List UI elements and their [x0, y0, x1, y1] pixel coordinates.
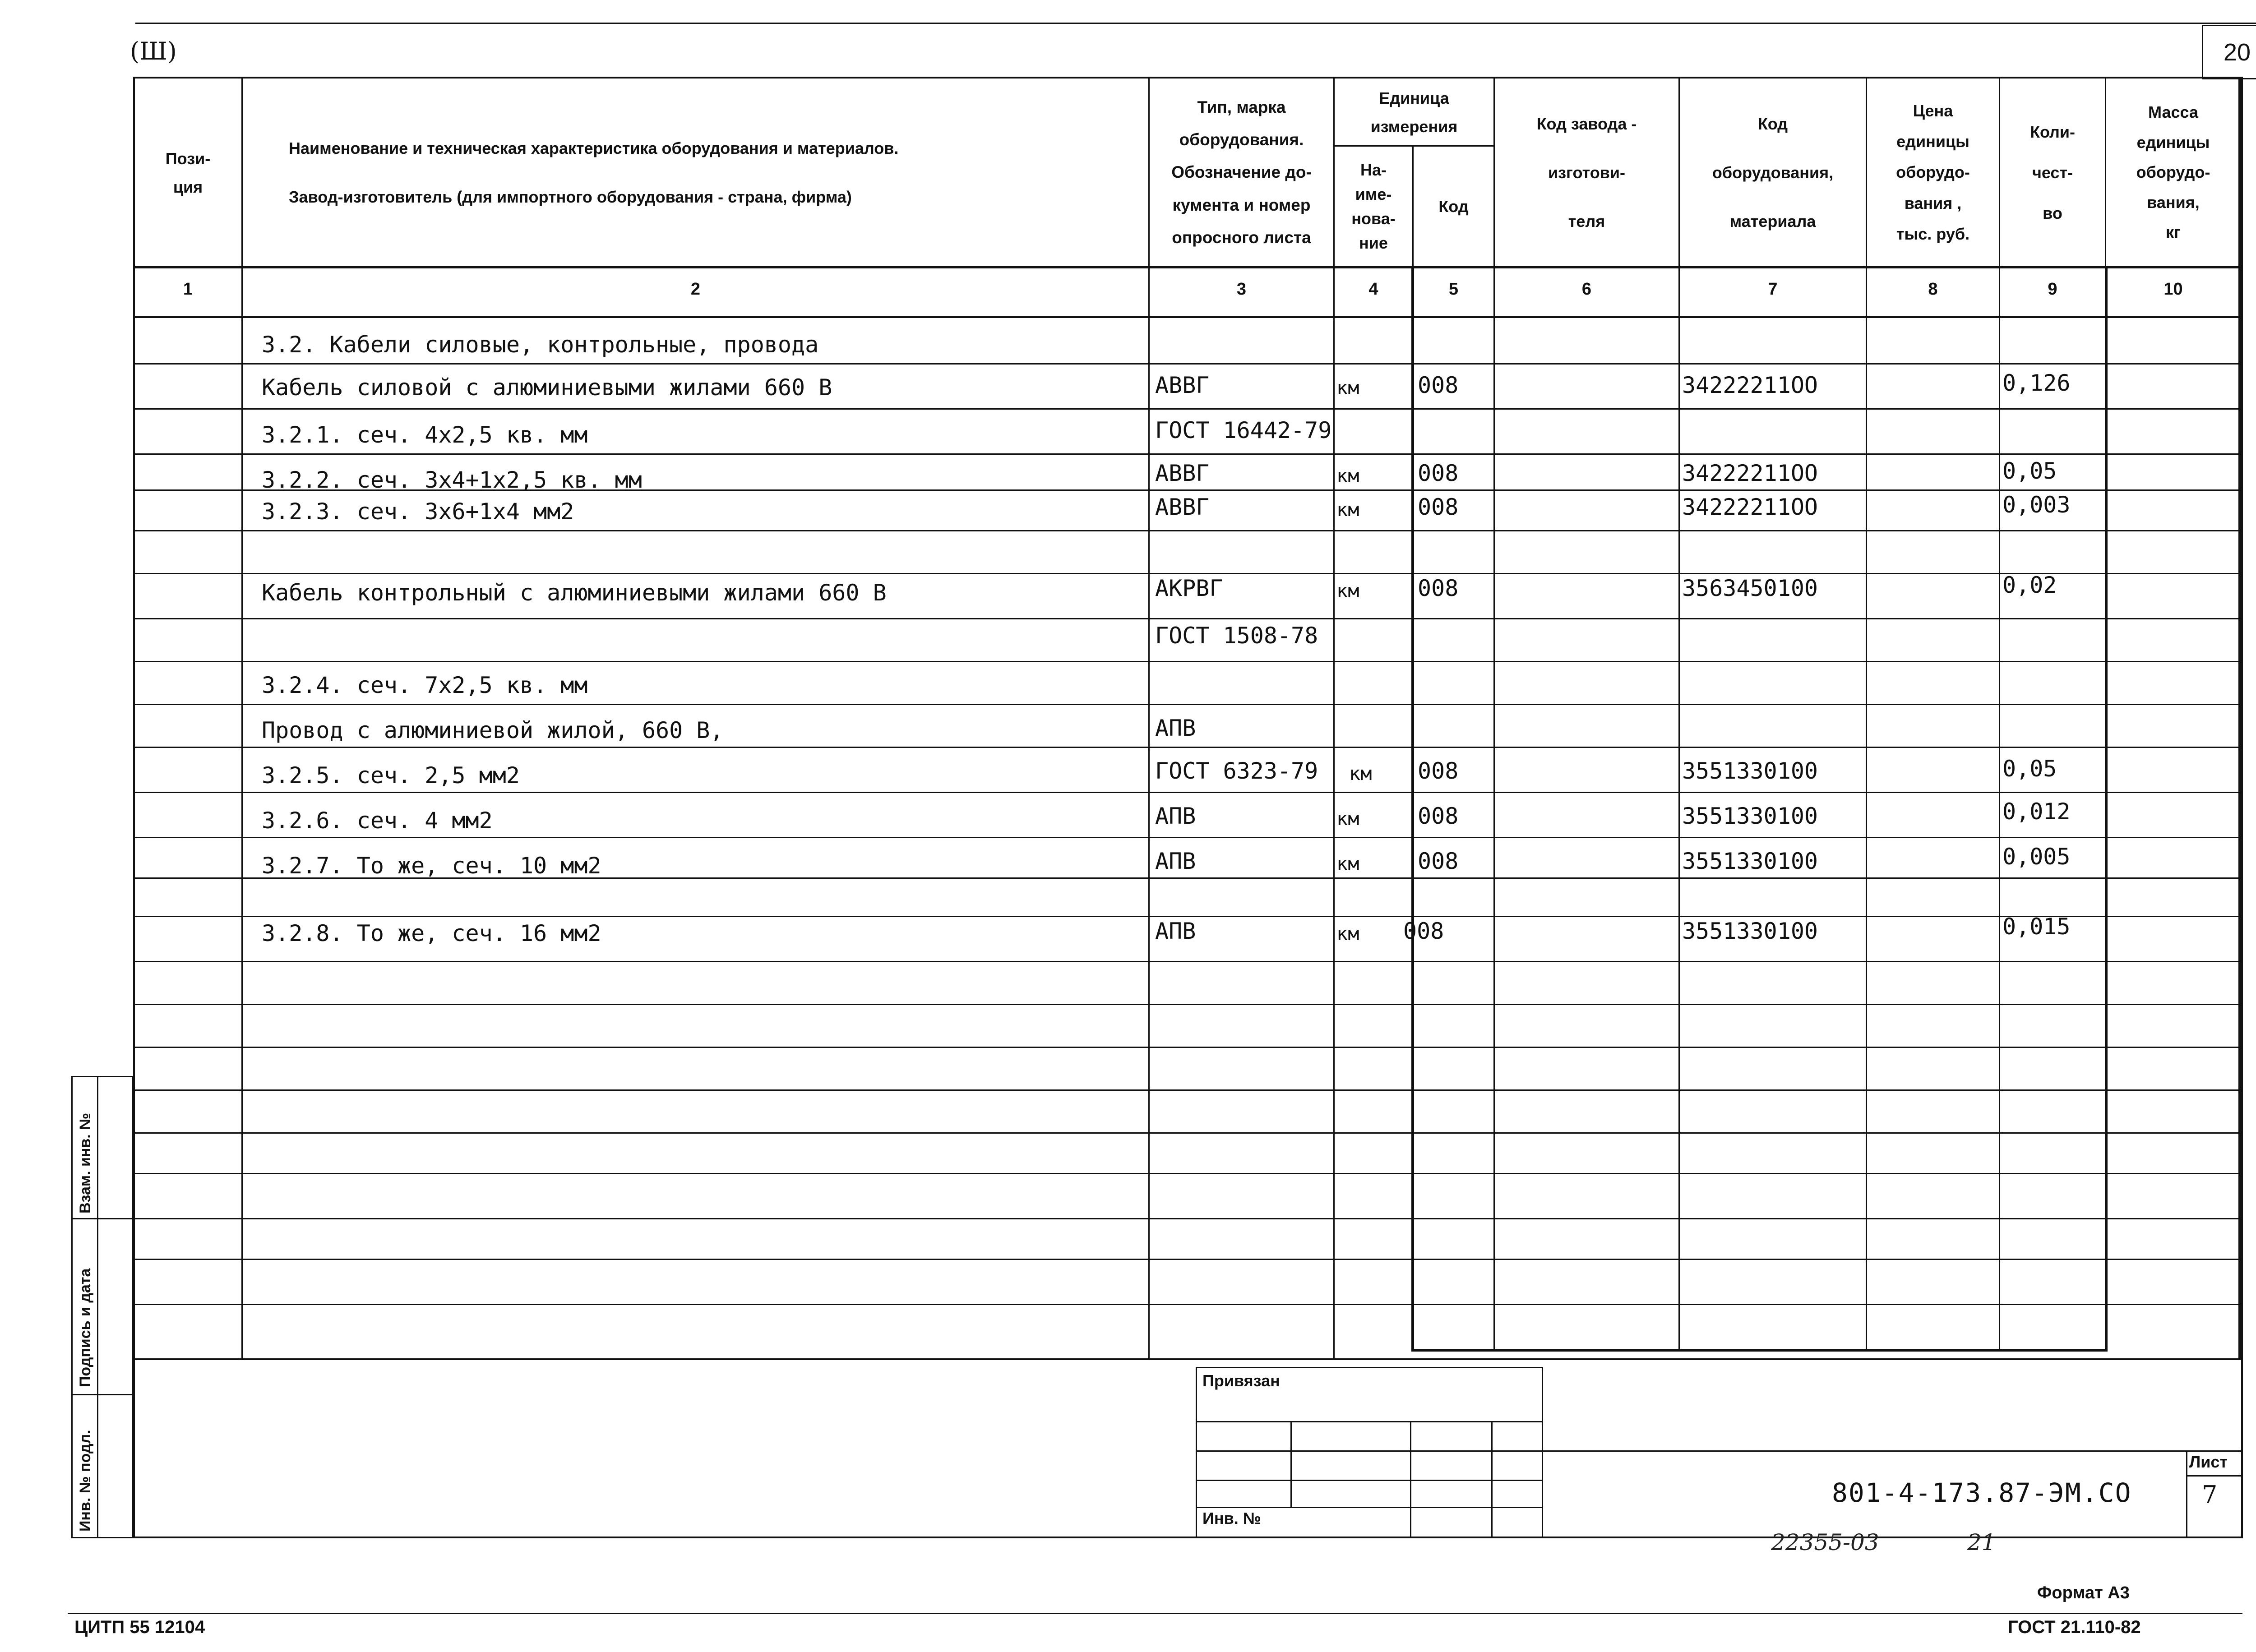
row-5-type: АВВГ [1155, 494, 1210, 520]
row-line [133, 453, 2240, 455]
row-5-unit: км [1336, 498, 1359, 521]
row-10-qty: 0,05 [2002, 756, 2057, 782]
row-5-qty: 0,003 [2002, 492, 2071, 518]
header-unit-group: Единица измерения [1370, 88, 1458, 136]
row-line [133, 1259, 2240, 1260]
row-11-qty: 0,012 [2002, 798, 2071, 825]
row-13-qty: 0,015 [2002, 914, 2071, 940]
row-13-material-code: 3551330100 [1682, 918, 1818, 944]
header-name: Наименование и техническая характеристика оборудования и материалов. Завод-изготовитель (для импортного оборудования - страна, фирма) [289, 138, 899, 206]
row-line [133, 1173, 2240, 1174]
colnum-4: 4 [1368, 280, 1378, 299]
side-label-podpis: Подпись и дата [77, 1268, 94, 1387]
privyazan-label: Привязан [1202, 1371, 1280, 1390]
row-line [133, 661, 2240, 662]
row-11-type: АПВ [1155, 803, 1196, 829]
list-label: Лист [2189, 1453, 2228, 1471]
row-4-type: АВВГ [1155, 460, 1210, 486]
document-code: 801-4-173.87-ЭМ.СО [1832, 1477, 2132, 1508]
row-12-type: АПВ [1155, 848, 1196, 874]
bottom-stamp-frame [133, 1349, 2243, 1538]
row-2-unit: км [1336, 377, 1359, 399]
col-line-8 [1999, 77, 2000, 1351]
row-10-material-code: 3551330100 [1682, 758, 1818, 784]
colnum-3: 3 [1236, 280, 1247, 299]
format-label: Формат А3 [2037, 1583, 2130, 1602]
header-quantity: Коли- чест- во [2029, 122, 2076, 222]
row-6-material-code: 3563450100 [1682, 575, 1818, 601]
header-type: Тип, марка оборудования. Обозначение до- кумента и номер опросного листа [1171, 98, 1312, 247]
inv-label: Инв. № [1202, 1509, 1261, 1527]
row-4-name: 3.2.2. сеч. 3х4+1х2,5 кв. мм [262, 467, 642, 493]
side-label-vzam: Взам. инв. № [77, 1112, 94, 1214]
handwritten-sheet: 21 [1967, 1529, 1996, 1555]
footer-line [68, 1613, 2242, 1614]
row-6-type: АКРВГ [1155, 575, 1223, 601]
row-7-type: ГОСТ 1508-78 [1155, 623, 1318, 649]
colnum-1: 1 [183, 280, 193, 299]
row-line [133, 1089, 2240, 1091]
colnum-5: 5 [1448, 280, 1459, 299]
right-frame-extension [2240, 77, 2243, 1360]
row-10-code: 008 [1418, 758, 1459, 784]
col-line-4-bold [1411, 266, 1414, 1351]
header-unit-name: На- име- нова- ние [1351, 160, 1396, 252]
row-line [133, 408, 2240, 410]
row-line [133, 1132, 2240, 1134]
tsitp-label: ЦИТП 55 12104 [74, 1617, 205, 1637]
row-line [133, 618, 2240, 619]
header-factory-code: Код завода - изготови- теля [1536, 114, 1637, 231]
list-box-inner-line [2186, 1475, 2242, 1477]
row-6-unit: км [1336, 580, 1359, 602]
row-11-material-code: 3551330100 [1682, 803, 1818, 829]
colnum-7: 7 [1768, 280, 1778, 299]
row-4-unit: км [1336, 465, 1359, 487]
row-2-type: АВВГ [1155, 372, 1210, 398]
col-line-2 [1148, 77, 1150, 1360]
colnum-9: 9 [2048, 280, 2057, 299]
row-line [133, 704, 2240, 705]
row-2-name: Кабель силовой с алюминиевыми жилами 660 В [262, 374, 832, 401]
row-4-material-code: 34222211ОО [1682, 460, 1818, 486]
row-9-type: АПВ [1155, 715, 1196, 741]
header-unit-code: Код [1438, 197, 1469, 216]
list-number: 7 [2202, 1481, 2218, 1509]
col-line-6 [1678, 77, 1680, 1351]
side-label-inv-podl: Инв. № подл. [77, 1430, 94, 1532]
stamp-vline-3 [1491, 1421, 1493, 1538]
col-line-1 [241, 77, 243, 1360]
header-price: Цена единицы оборудо- вания , тыс. руб. [1896, 101, 1970, 244]
top-sheet-number: 20 [2202, 25, 2256, 79]
side-margin-divider [97, 1076, 98, 1538]
col-line-5 [1493, 77, 1495, 1351]
handwritten-number: 22355-03 [1771, 1529, 1879, 1555]
row-4-qty: 0,05 [2002, 458, 2057, 484]
row-12-name: 3.2.7. То же, сеч. 10 мм2 [262, 853, 601, 879]
row-line [133, 573, 2240, 574]
row-1-name: 3.2. Кабели силовые, контрольные, провода [262, 332, 819, 358]
side-margin-line-1 [71, 1218, 133, 1219]
row-6-qty: 0,02 [2002, 572, 2057, 598]
header-position: Пози- ция [165, 149, 211, 196]
row-line [133, 1004, 2240, 1005]
row-line [133, 792, 2240, 793]
row-5-material-code: 34222211ОО [1682, 494, 1818, 520]
colnum-10: 10 [2164, 280, 2183, 299]
row-11-unit: км [1336, 808, 1359, 830]
row-line [133, 747, 2240, 748]
list-box-line [2186, 1450, 2187, 1538]
row-12-material-code: 3551330100 [1682, 848, 1818, 874]
col-line-9-bold [2105, 266, 2108, 1351]
row-10-unit: км [1349, 762, 1372, 784]
row-line [133, 837, 2240, 838]
row-13-unit: км [1336, 923, 1359, 945]
row-10-type: ГОСТ 6323-79 [1155, 758, 1318, 784]
header-bottom-line [133, 266, 2240, 268]
row-5-code: 008 [1418, 494, 1459, 520]
header-mass: Масса единицы оборудо- вания, кг [2136, 103, 2210, 242]
stamp-vline-2 [1410, 1421, 1411, 1538]
col-line-7 [1866, 77, 1867, 1351]
top-frame-line [135, 23, 2256, 24]
colnum-6: 6 [1581, 280, 1592, 299]
row-2-code: 008 [1418, 372, 1459, 398]
side-margin-line-2 [71, 1394, 133, 1395]
row-6-code: 008 [1418, 575, 1459, 601]
row-13-type: АПВ [1155, 918, 1196, 944]
row-8-name: 3.2.4. сеч. 7х2,5 кв. мм [262, 672, 588, 698]
row-4-code: 008 [1418, 460, 1459, 486]
row-line [133, 363, 2240, 365]
header-material-code: Код оборудования, материала [1712, 114, 1834, 231]
colnum-bottom-line [133, 316, 2240, 318]
stamp-vline-1 [1290, 1421, 1292, 1507]
row-2-qty: 0,126 [2002, 370, 2071, 396]
col-line-3 [1333, 77, 1335, 1360]
row-line [133, 1304, 2240, 1305]
row-line [133, 916, 2240, 917]
row-3-name: 3.2.1. сеч. 4х2,5 кв. мм [262, 422, 588, 448]
row-5-name: 3.2.3. сеч. 3х6+1х4 мм2 [262, 498, 574, 525]
row-line [133, 1047, 2240, 1048]
row-12-code: 008 [1418, 848, 1459, 874]
row-line [133, 530, 2240, 531]
colnum-8: 8 [1928, 280, 1938, 299]
colnum-2: 2 [690, 280, 701, 299]
gost-label: ГОСТ 21.110-82 [2008, 1617, 2141, 1637]
row-11-code: 008 [1418, 803, 1459, 829]
row-12-unit: км [1336, 853, 1359, 875]
row-line [133, 961, 2240, 962]
row-13-name: 3.2.8. То же, сеч. 16 мм2 [262, 920, 601, 946]
row-2-material-code: 34222211ОО [1682, 372, 1818, 398]
row-line [133, 1218, 2240, 1219]
row-9-name: Провод с алюминиевой жилой, 660 В, [262, 717, 724, 743]
row-3-type: ГОСТ 16442-79 [1155, 417, 1332, 443]
row-11-name: 3.2.6. сеч. 4 мм2 [262, 808, 493, 834]
row-13-code: 008 [1403, 918, 1444, 944]
row-10-name: 3.2.5. сеч. 2,5 мм2 [262, 762, 520, 789]
row-12-qty: 0,005 [2002, 844, 2071, 870]
title-block-line [1543, 1450, 2242, 1452]
corner-mark: (Ш) [130, 37, 177, 65]
row-6-name: Кабель контрольный с алюминиевыми жилами 660 В [262, 580, 887, 606]
